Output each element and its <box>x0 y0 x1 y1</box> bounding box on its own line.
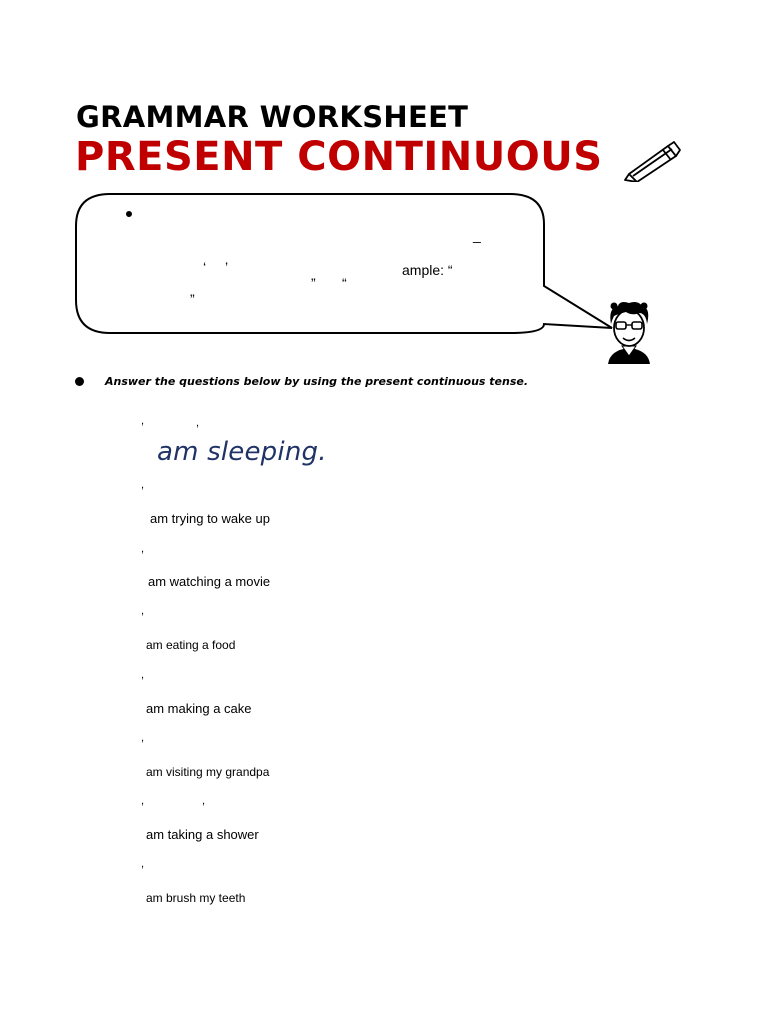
answer-1: am trying to wake up <box>150 511 270 526</box>
answer-5: am visiting my grandpa <box>146 765 270 779</box>
answer-4: am making a cake <box>146 701 252 716</box>
bubble-quote-open: ‘ <box>203 259 207 275</box>
instruction-bullet <box>75 377 84 386</box>
instruction-text: Answer the questions below by using the present continuous tense. <box>105 375 529 388</box>
answer-2: am watching a movie <box>148 574 271 589</box>
answer-7: am brush my teeth <box>146 891 246 905</box>
question-mark: , <box>141 669 145 681</box>
bubble-example-text: ample: “ <box>402 262 453 278</box>
worksheet-title: GRAMMAR WORKSHEET <box>76 100 469 134</box>
question-mark: , <box>141 858 145 870</box>
answer-3: am eating a food <box>146 638 236 652</box>
bubble-double-quote-close: ” <box>311 275 316 291</box>
question-mark: , <box>141 605 145 617</box>
speech-bubble <box>70 190 635 370</box>
bubble-quote-close: ’ <box>225 259 229 275</box>
bubble-bullet <box>126 211 132 217</box>
question-mark: , <box>141 415 145 427</box>
question-mark: , <box>141 732 145 744</box>
teacher-face-icon <box>604 300 654 366</box>
question-mark: , <box>202 795 206 807</box>
question-mark: , <box>141 795 145 807</box>
bubble-double-quote-close-2: ” <box>190 291 195 307</box>
answer-6: am taking a shower <box>146 827 259 842</box>
bubble-double-quote-open: “ <box>342 275 347 291</box>
bubble-dash: _ <box>473 227 481 243</box>
pencil-icon <box>622 136 684 182</box>
worksheet-subtitle: PRESENT CONTINUOUS <box>75 134 603 180</box>
example-answer: am sleeping. <box>157 437 327 467</box>
question-mark: , <box>141 543 145 555</box>
question-mark: , <box>141 479 145 491</box>
question-mark: , <box>196 417 200 429</box>
